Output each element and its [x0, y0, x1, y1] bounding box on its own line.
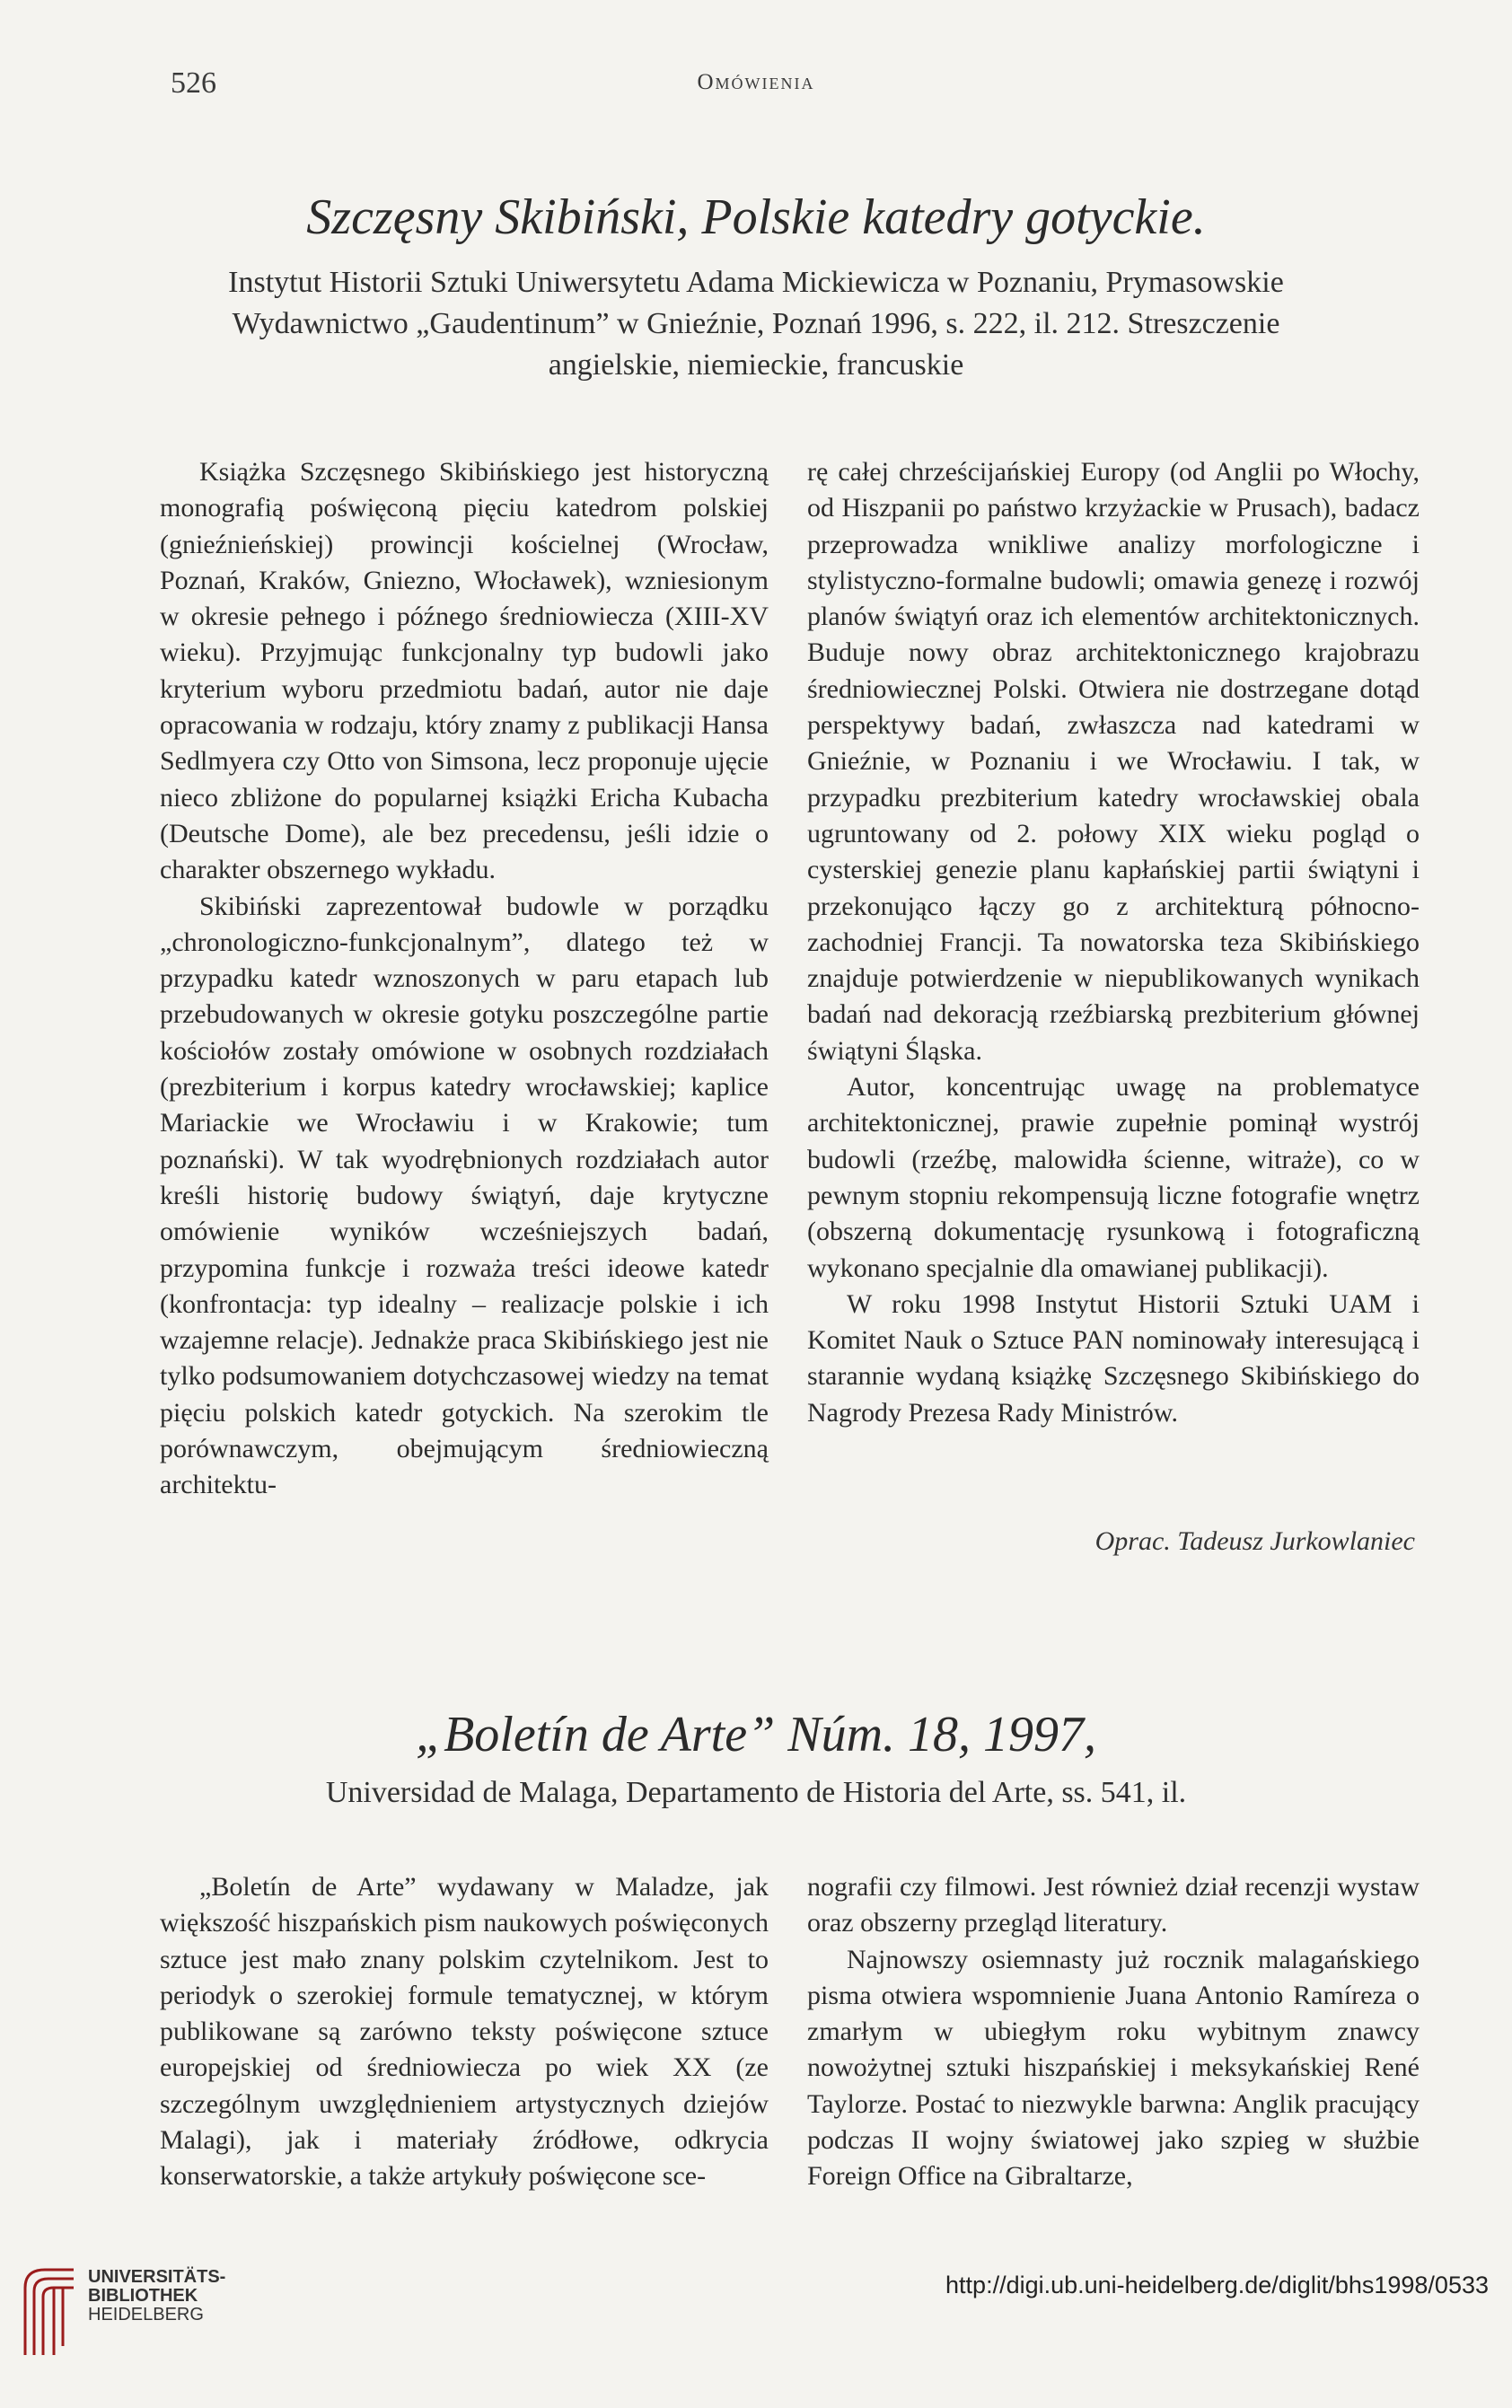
review1-subtitle-line: Instytut Historii Sztuki Uniwersytetu Adama Mickiewicza w Poznaniu, Prymasowskie — [228, 266, 1284, 299]
review2-title: „Boletín de Arte” Núm. 18, 1997, — [415, 1707, 1097, 1762]
library-logo-icon — [18, 2261, 81, 2360]
library-logo[interactable] — [18, 2261, 224, 2368]
review1-title: Szczęsny Skibiński, Polskie katedry gotyckie. — [306, 189, 1206, 245]
logo-line: BIBLIOTHEK — [88, 2286, 198, 2306]
logo-line: HEIDELBERG — [88, 2305, 204, 2325]
paragraph: Skibiński zaprezentował budowle w porządku „chronologiczno-funkcjonalnym”, dlatego też w przypadku katedr wznoszonych w paru etapach lub przebudowanych w okresie gotyku poszczególne partie kościołów zostały omówione w osobnych rozdziałach (prezbiterium i korpus katedry wrocławskiej; kaplice Mariackie we Wrocławiu i w Krakowie; tum poznański). W tak wyodrębnionych rozdziałach autor kreśli historię budowy świątyń, daje krytyczne omówienie wyników wcześniejszych badań, przypomina funkcje i rozważa treści ideowe katedr (konfrontacja: typ idealny – realizacje polskie i ich wzajemne relacje). Jednakże praca Skibińskiego jest nie tylko podsumowaniem dotychczasowej wiedzy na temat pięciu polskich katedr gotyckich. Na szerokim tle porównawczym, obejmującym średniowieczną architektu- — [160, 891, 769, 1500]
paragraph: „Boletín de Arte” wydawany w Maladze, jak większość hiszpańskich pism naukowych poświęconych sztuce jest mało znany polskim czytelnikom. Jest to periodyk o szerokiej formule tematycznej, w którym publikowane są zarówno teksty poświęcone sztuce europejskiej od średniowiecza po wiek XX (ze szczególnym uwzględnieniem artystycznych dziejów Malagi), jak i materiały źródłowe, odkrycia konserwatorskie, a także artykuły poświęcone sce- — [160, 1872, 769, 2192]
paragraph: W roku 1998 Instytut Historii Sztuki UAM i Komitet Nauk o Sztuce PAN nominowały interesującą i starannie wydaną książkę Szczęsnego Skibińskiego do Nagrody Prezesa Rady Ministrów. — [807, 1288, 1420, 1428]
review2-heading — [153, 1706, 1359, 1814]
paragraph: Książka Szczęsnego Skibińskiego jest historyczną monografią poświęconą pięciu katedrom polskiej (gnieźnieńskiej) prowincji kościelnej (Wrocław, Poznań, Kraków, Gniezno, Włocławek), wzniesionym w okresie pełnego i późnego średniowiecza (XIII-XV wieku). Przyjmując funkcjonalny typ budowli jako kryterium wyboru przedmiotu badań, autor nie daje opracowania w rodzaju, który znamy z publikacji Hansa Sedlmyera czy Otto von Simsona, lecz proponuje ujęcie nieco zbliżone do popularnej książki Ericha Kubacha (Deutsche Dome), ale bez precedensu, jeśli idzie o charakter obszernego wykładu. — [160, 457, 769, 885]
review1-subtitle — [153, 262, 1359, 386]
paragraph: Autor, koncentrując uwagę na problematyce architektonicznej, prawie zupełnie pominął wystrój budowli (rzeźbę, malowidła ścienne, witraże), co w pewnym stopniu rekompensują liczne fotografie wnętrz (obszerną dokumentację rysunkową i fotograficzną wykonano specjalnie dla omawianej publikacji). — [807, 1072, 1420, 1283]
paragraph: Najnowszy osiemnasty już rocznik malagańskiego pisma otwiera wspomnienie Juana Antonio Ramíreza o zmarłym w ubiegłym roku wybitnym znawcy nowożytnej sztuki hiszpańskiej i meksykańskiej René Taylorze. Postać to niezwykle barwna: Anglik pracujący podczas II wojny światowej jako szpieg w służbie Foreign Office na Gibraltarze, — [807, 1944, 1420, 2192]
running-head: Omówienia — [697, 70, 815, 94]
source-url-link[interactable]: http://digi.ub.uni-heidelberg.de/diglit/bhs1998/0533 — [945, 2272, 1489, 2298]
logo-line: UNIVERSITÄTS- — [88, 2267, 226, 2287]
review1-left-column — [160, 454, 769, 1504]
review1-heading — [153, 189, 1359, 386]
paragraph: nografii czy filmowi. Jest również dział recenzji wystaw oraz obszerny przegląd literatury. — [807, 1872, 1420, 1938]
review1-subtitle-line: Wydawnictwo „Gaudentinum” w Gnieźnie, Poznań 1996, s. 222, il. 212. Streszczenie — [232, 307, 1280, 340]
review2-subtitle-line: Universidad de Malaga, Departamento de Historia del Arte, ss. 541, il. — [325, 1776, 1187, 1809]
review2-subtitle — [153, 1772, 1359, 1814]
paragraph: rę całej chrześcijańskiej Europy (od Anglii po Włochy, od Hiszpanii po państwo krzyżackie w Prusach), badacz przeprowadza wnikliwe analizy morfologiczne i stylistyczno-formalne budowli; omawia genezę i rozwój planów świątyń oraz ich elementów architektonicznych. Buduje nowy obraz architektonicznego krajobrazu średniowiecznej Polski. Otwiera nie dostrzegane dotąd perspektywy badań, zwłaszcza nad katedrami w Gnieźnie, w Poznaniu i we Wrocławiu. I tak, w przypadku prezbiterium katedry wrocławskiej obala ugruntowany od 2. połowy XIX wieku pogląd o cysterskiej genezie planu kapłańskiej partii świątyni i przekonująco łączy go z architekturą północno-zachodniej Francji. Ta nowatorska teza Skibińskiego znajduje potwierdzenie w niepublikowanych wynikach badań nad dekoracją rzeźbiarską prezbiterium głównej świątyni Śląska. — [807, 457, 1420, 1066]
review1-subtitle-line: angielskie, niemieckie, francuskie — [548, 348, 964, 382]
page-number: 526 — [171, 66, 216, 100]
review1-signature: Oprac. Tadeusz Jurkowlaniec — [1094, 1526, 1415, 1556]
review2-left-column — [160, 1869, 769, 2195]
review1-right-column — [807, 454, 1420, 1431]
library-logo-text — [88, 2268, 225, 2325]
review2-right-column — [807, 1869, 1420, 2195]
